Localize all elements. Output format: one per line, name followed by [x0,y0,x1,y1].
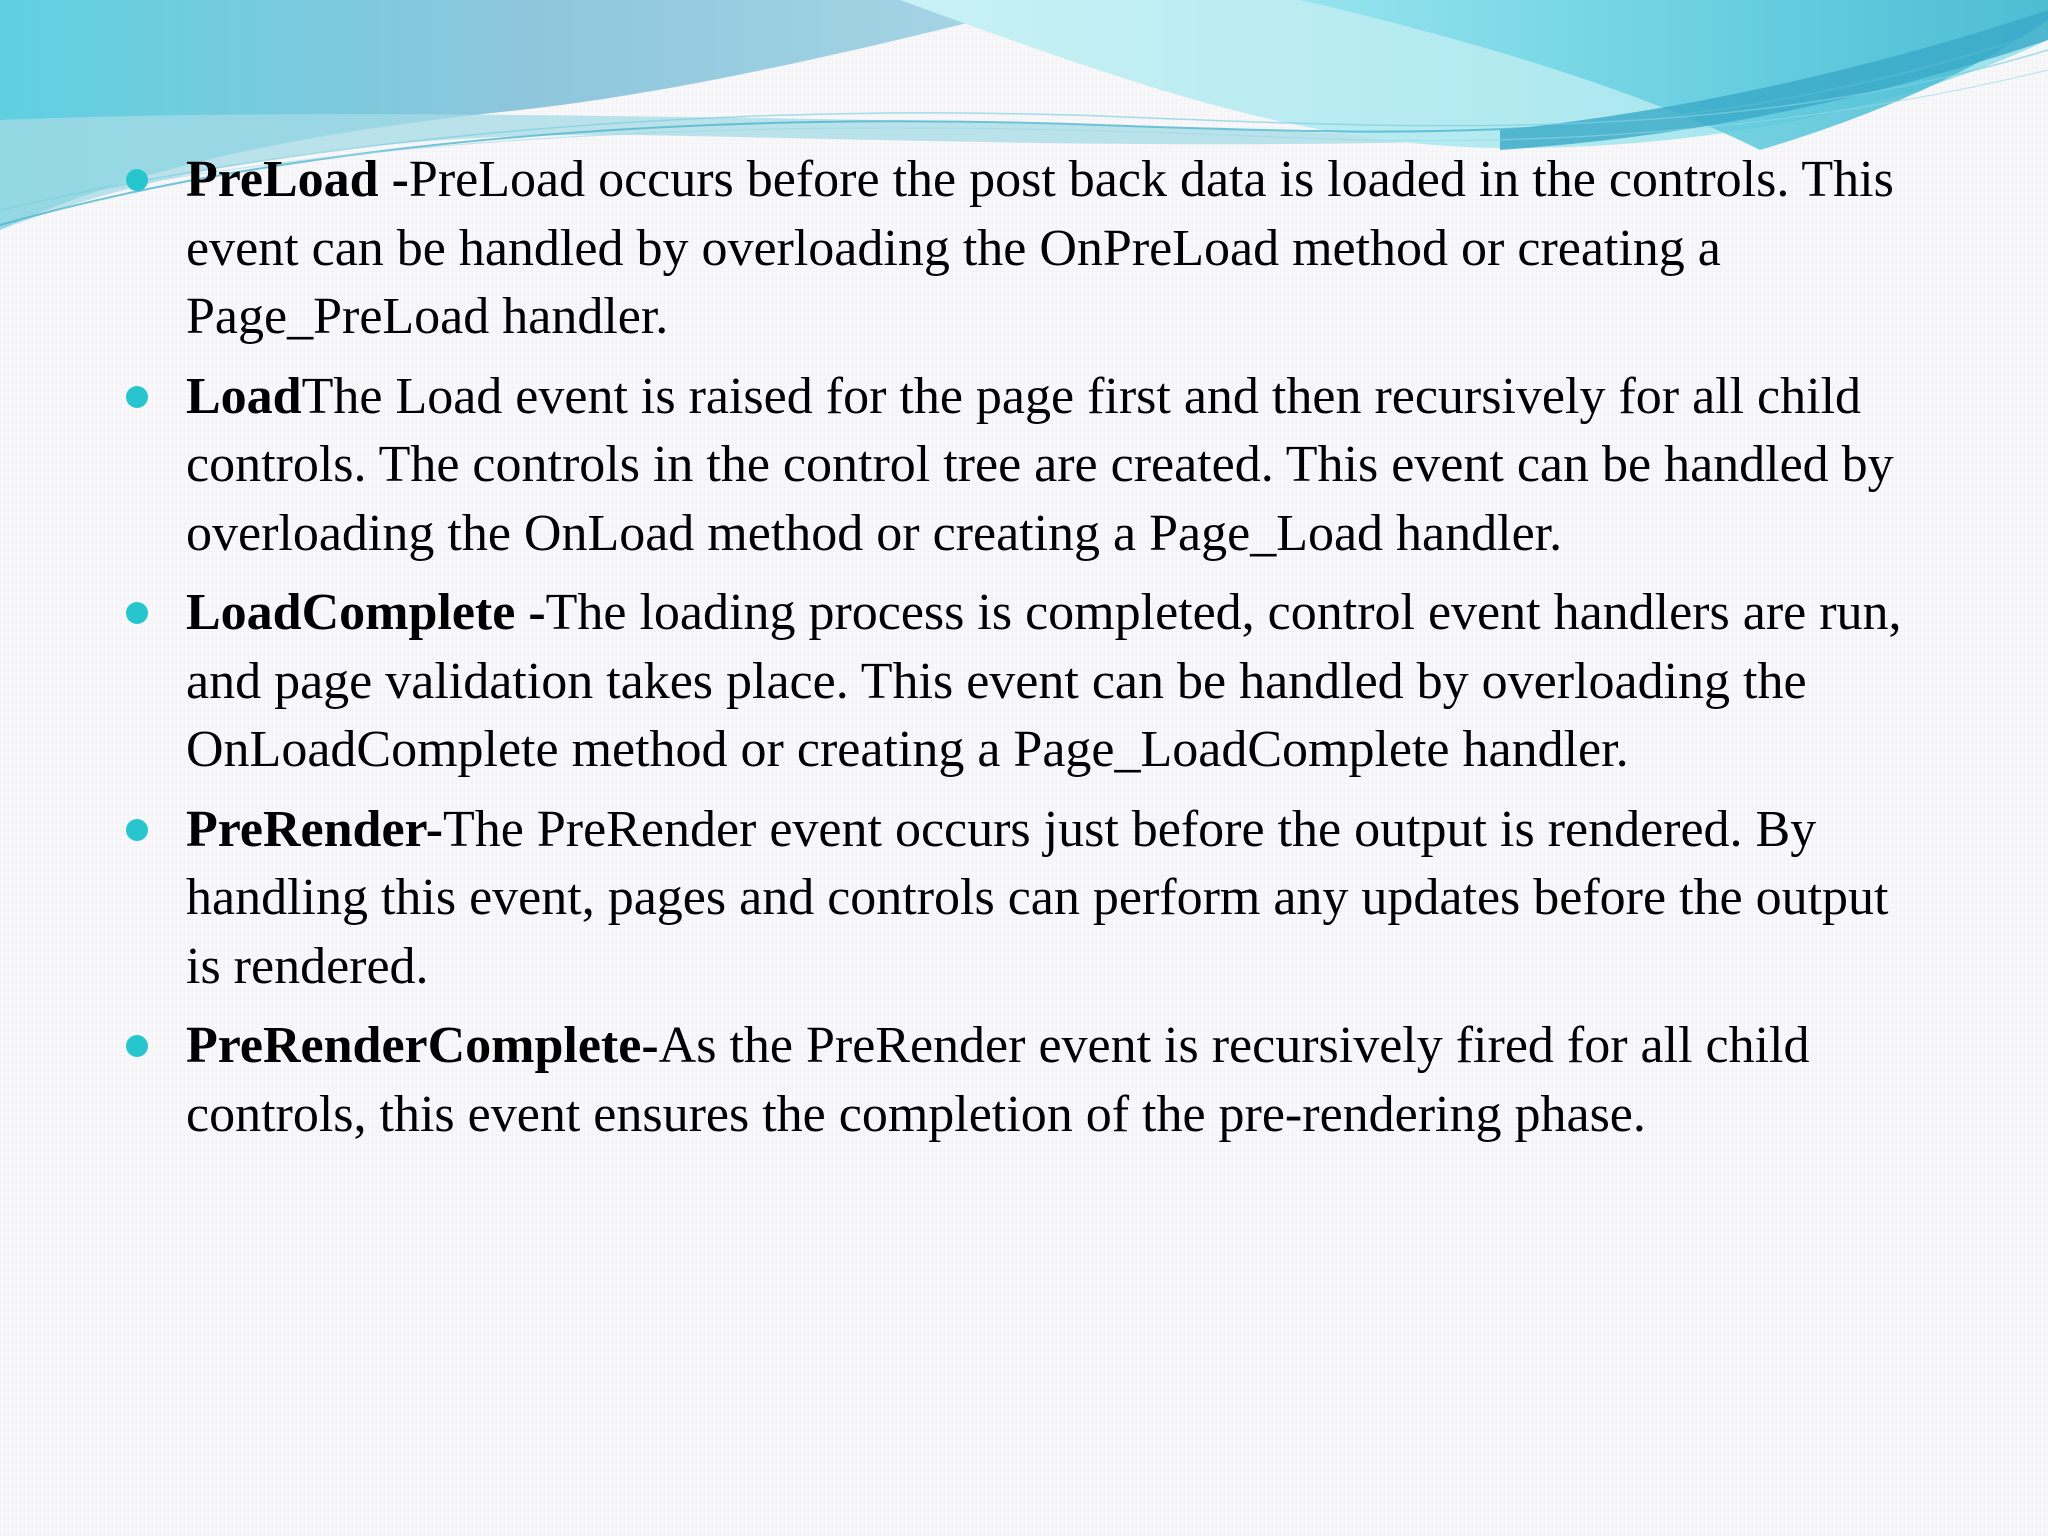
bullet-term: PreRender- [186,800,444,858]
bullet-list [126,146,1926,1149]
bullet-term: PreRenderComplete- [186,1017,659,1074]
bullet-dot-icon [126,1035,148,1057]
bullet-item-load [126,363,1926,569]
bullet-item-prerender [126,796,1926,1002]
bullet-term: LoadComplete - [186,584,546,641]
bullet-item-preload [126,146,1926,352]
bullet-item-prerendercomplete [126,1012,1926,1149]
bullet-text: PreLoad occurs before the post back data is loaded in the controls. This event can be handled by overloading the OnPreLoad method or creating a Page_PreLoad handler. [186,151,1894,345]
bullet-text: As the PreRender event is recursively fired for all child controls, this event ensures the completion of the pre-rendering phase. [186,1017,1810,1143]
bullet-dot-icon [126,169,148,191]
bullet-dot-icon [126,819,148,841]
bullet-item-loadcomplete [126,579,1926,785]
bullet-text: The Load event is raised for the page first and then recursively for all child controls. The controls in the control tree are created. This event can be handled by overloading the OnLoad method or creating a Page_Load handler. [186,367,1894,562]
bullet-text: The loading process is completed, control event handlers are run, and page validation takes place. This event can be handled by overloading the OnLoadComplete method or creating a Page_LoadComplete handler. [186,584,1902,778]
bullet-dot-icon [126,602,148,624]
bullet-dot-icon [126,386,148,408]
bullet-content [126,146,1926,1160]
bullet-text: The PreRender event occurs just before the output is rendered. By handling this event, pages and controls can perform any updates before the output is rendered. [186,800,1889,995]
bullet-term: PreLoad - [186,151,409,208]
bullet-term: Load [186,367,302,425]
